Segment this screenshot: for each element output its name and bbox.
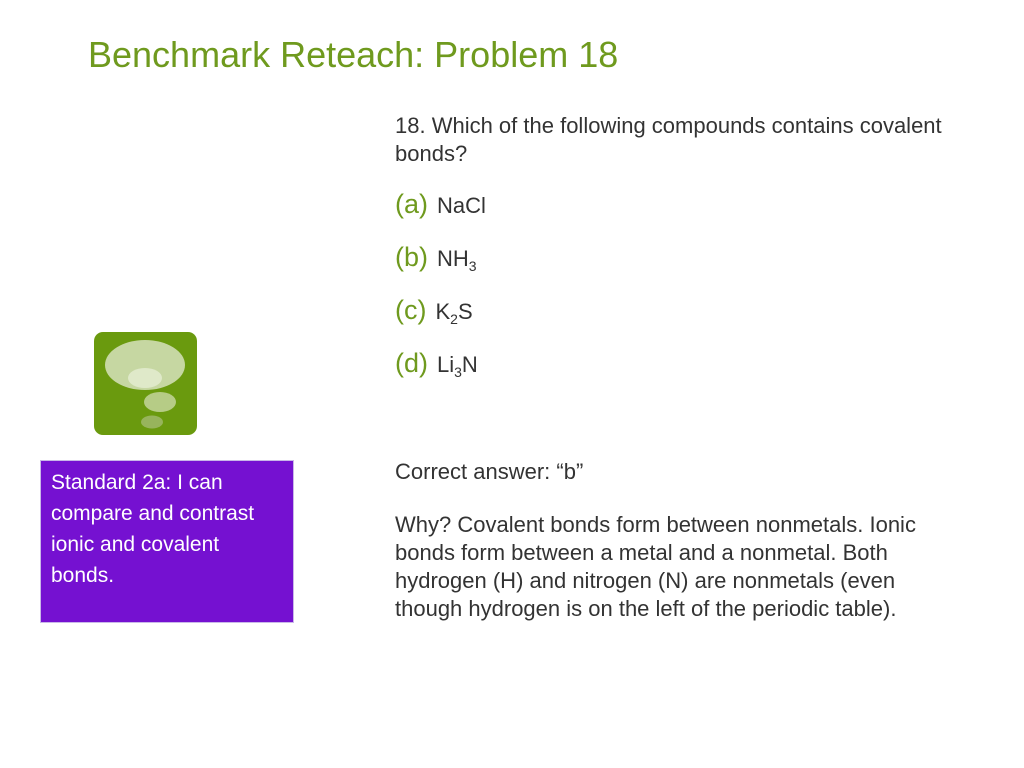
option-b [395,231,995,284]
formula-symbol: S [457,299,473,324]
formula-symbol: NH [437,246,469,271]
option-letter: (d) [395,348,428,378]
question-block [395,112,995,390]
explanation-text: Why? Covalent bonds form between nonmetals. Ionic bonds form between a metal and a nonmetal. Both hydrogen (H) and nitrogen (N) are nonmetals (even though hydrogen is on the left of the periodic table). [395,512,916,621]
option-formula [435,285,472,338]
standard-text: Standard 2a: I can compare and contrast ionic and covalent bonds. [51,471,255,587]
thought-bubble-icon [94,332,197,435]
option-c [395,284,995,337]
option-letter: (c) [395,295,427,325]
option-d [395,337,995,390]
option-letter: (b) [395,242,428,272]
correct-answer: Correct answer: “b” [395,459,584,484]
formula-symbol: Li [437,352,455,377]
formula-symbol: K [435,299,451,324]
formula-subscript: 2 [450,311,458,327]
formula-symbol: N [461,352,478,377]
formula-subscript: 3 [454,364,462,380]
formula-subscript: 3 [468,258,477,274]
option-formula [437,232,477,285]
standard-box [40,460,294,623]
formula-symbol: NaCl [437,193,486,218]
question-text: 18. Which of the following compounds contains covalent bonds? [395,113,942,166]
option-formula [437,338,478,391]
option-formula [437,179,486,232]
answer-options [395,178,995,390]
slide-title: Benchmark Reteach: Problem 18 [88,34,619,75]
option-letter: (a) [395,189,428,219]
option-a [395,178,995,231]
